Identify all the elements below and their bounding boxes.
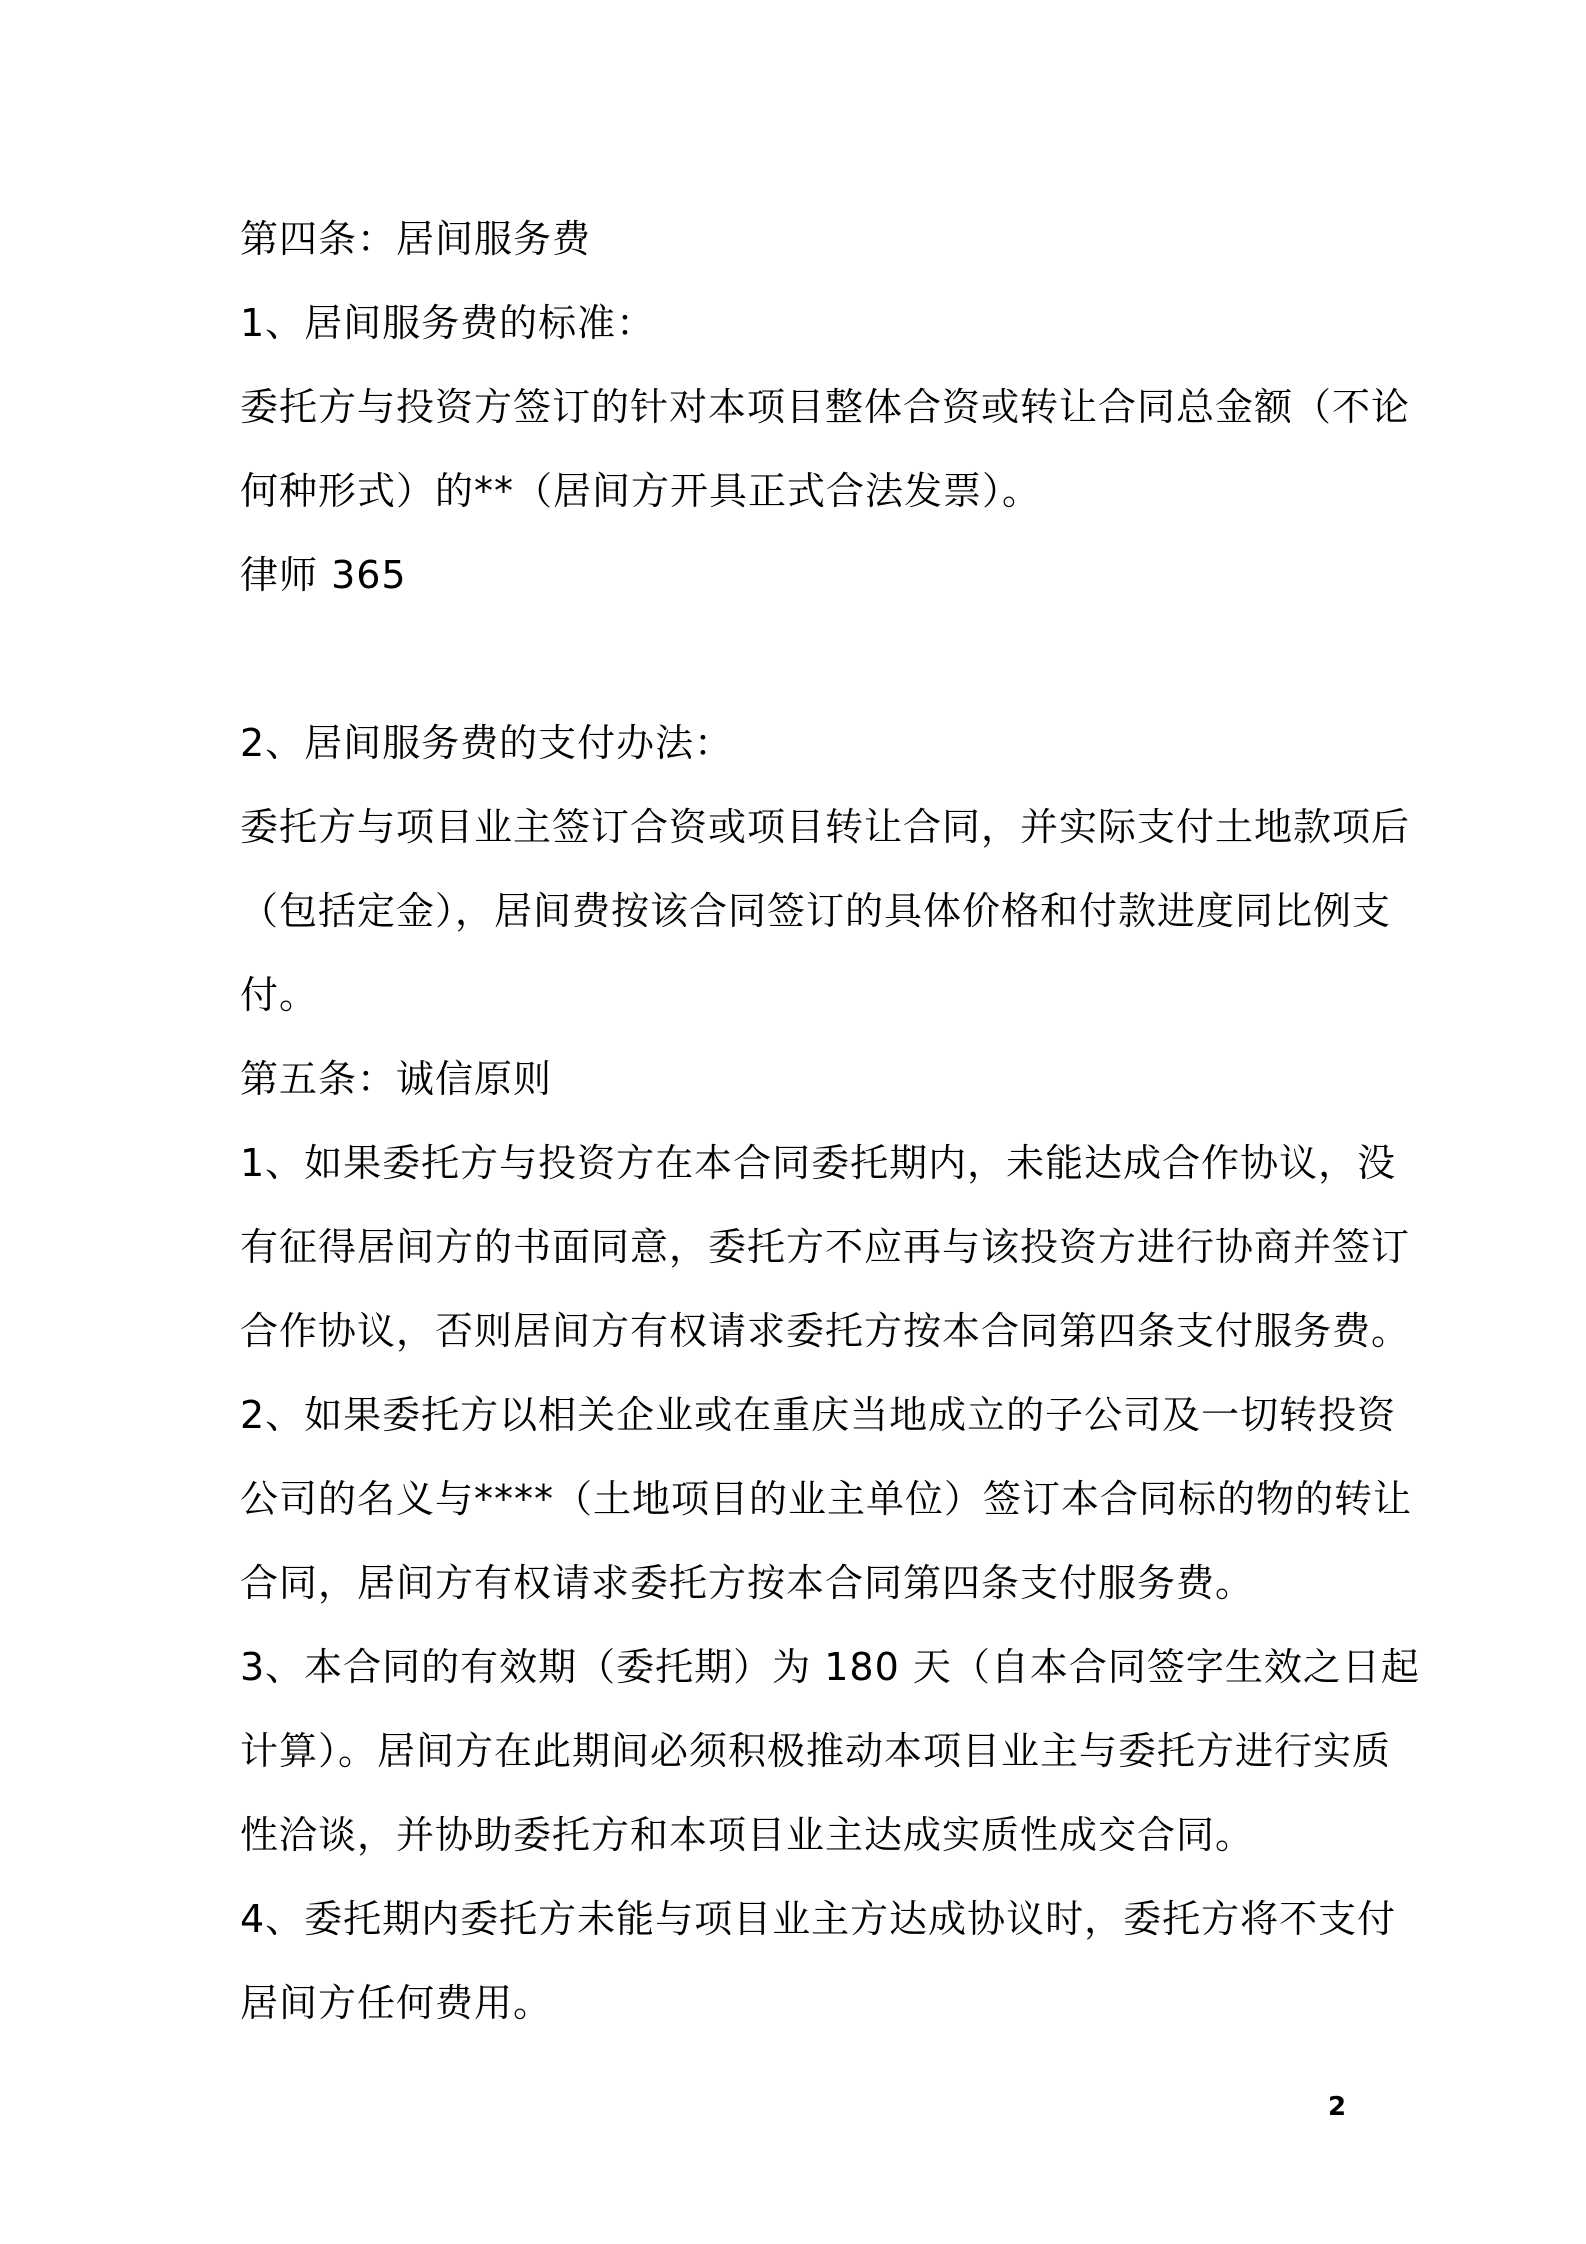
watermark-text: 律师 365 bbox=[240, 553, 407, 597]
paragraph-line: 委托方与投资方签订的针对本项目整体合资或转让合同总金额（不论 bbox=[240, 385, 1411, 429]
paragraph-line: 付。 bbox=[240, 973, 319, 1017]
article-4-heading: 第四条：居间服务费 bbox=[240, 217, 592, 261]
document-body bbox=[240, 197, 1420, 2045]
paragraph-line: 1、如果委托方与投资方在本合同委托期内，未能达成合作协议，没 bbox=[240, 1141, 1397, 1185]
paragraph-line: 3、本合同的有效期（委托期）为 180 天（自本合同签字生效之日起 bbox=[240, 1645, 1420, 1689]
paragraph-line: 合作协议，否则居间方有权请求委托方按本合同第四条支付服务费。 bbox=[240, 1309, 1411, 1353]
article-5-heading: 第五条：诚信原则 bbox=[240, 1057, 553, 1101]
article-4-item-2-heading: 2、居间服务费的支付办法： bbox=[240, 721, 734, 765]
paragraph-line: 性洽谈，并协助委托方和本项目业主达成实质性成交合同。 bbox=[240, 1813, 1255, 1857]
paragraph-line: 有征得居间方的书面同意，委托方不应再与该投资方进行协商并签订 bbox=[240, 1225, 1411, 1269]
page-number: 2 bbox=[1328, 2092, 1347, 2122]
paragraph-line: 委托方与项目业主签订合资或项目转让合同，并实际支付土地款项后 bbox=[240, 805, 1411, 849]
paragraph-line: 计算）。居间方在此期间必须积极推动本项目业主与委托方进行实质 bbox=[240, 1729, 1392, 1773]
paragraph-line: （包括定金），居间费按该合同签订的具体价格和付款进度同比例支 bbox=[240, 889, 1392, 933]
paragraph-line: 4、委托期内委托方未能与项目业主方达成协议时，委托方将不支付 bbox=[240, 1897, 1397, 1941]
article-4-item-1-heading: 1、居间服务费的标准： bbox=[240, 301, 656, 345]
paragraph-line: 2、如果委托方以相关企业或在重庆当地成立的子公司及一切转投资 bbox=[240, 1393, 1397, 1437]
paragraph-line: 居间方任何费用。 bbox=[240, 1981, 553, 2025]
paragraph-line: 合同，居间方有权请求委托方按本合同第四条支付服务费。 bbox=[240, 1561, 1255, 1605]
paragraph-line: 何种形式）的**（居间方开具正式合法发票）。 bbox=[240, 469, 1042, 513]
paragraph-line: 公司的名义与****（土地项目的业主单位）签订本合同标的物的转让 bbox=[240, 1477, 1413, 1521]
blank-line bbox=[240, 617, 1360, 701]
